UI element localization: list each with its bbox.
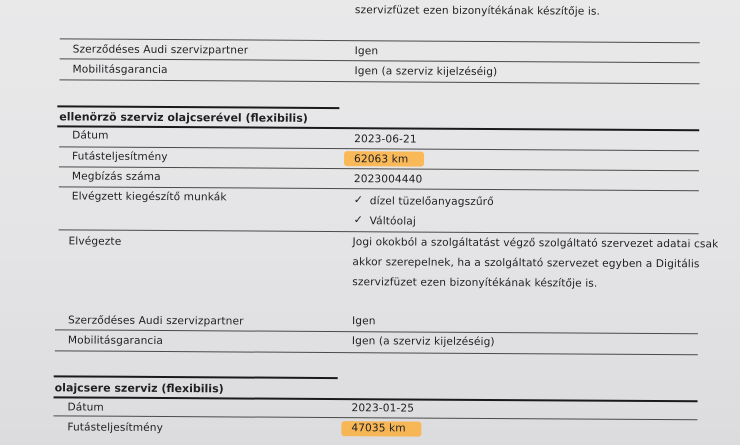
mobility-value: Igen (a szerviz kijelzéséig) [354, 65, 498, 79]
checkmark-icon: ✓ [353, 213, 363, 227]
date-value: 2023-01-25 [351, 402, 415, 415]
mobility-label: Mobilitásgarancia [67, 334, 164, 348]
partner-label: Szerződéses Audi szervizpartner [72, 43, 249, 57]
order-label: Megbízás száma [71, 170, 161, 183]
checkmark-icon: ✓ [353, 193, 364, 207]
done-by-line: szervizfüzet ezen bizonyítékának készítője is. [352, 276, 598, 290]
section-rule [57, 125, 699, 131]
row-divider [55, 329, 698, 334]
mobility-value: Igen (a szerviz kijelzéséig) [351, 335, 495, 349]
done-by-label: Elvégezte [68, 235, 122, 248]
order-value: 2023004440 [353, 173, 423, 186]
date-value: 2023-06-21 [354, 133, 417, 146]
mileage-label: Futásteljesítmény [67, 421, 164, 435]
mileage-label: Futásteljesítmény [72, 150, 168, 164]
date-label: Dátum [72, 129, 109, 142]
partner-value: Igen [352, 315, 376, 328]
section-heading-rule [54, 375, 338, 379]
done-by-line: akkor szerepelnek, ha a szolgáltató szervezet egyben a Digitális [352, 256, 700, 271]
row-divider [59, 229, 699, 234]
row-divider [55, 350, 698, 355]
row-divider [60, 38, 700, 43]
mobility-label: Mobilitásgarancia [72, 63, 168, 77]
row-divider [60, 58, 700, 63]
row-divider [53, 415, 697, 420]
top-continuation-text: szervizfüzet ezen bizonyítékának készítője is. [354, 4, 601, 18]
extra-work-item: dízel tüzelőanyagszűrő [369, 195, 494, 209]
partner-value: Igen [354, 45, 379, 58]
row-divider [60, 79, 700, 84]
section-heading-rule [57, 105, 339, 109]
mileage-value: 62063 km [353, 153, 409, 166]
section-title-oil-change: olajcsere szerviz (flexibilis) [54, 381, 224, 396]
extra-work-item: Váltóolaj [369, 215, 416, 228]
mileage-value: 47035 km [351, 422, 406, 435]
extra-work-label: Elvégzett kiegészítő munkák [71, 190, 227, 204]
done-by-line: Jogi okokból a szolgáltatást végző szolgáltató szervezet adatai csak [352, 236, 719, 251]
partner-label: Szerződéses Audi szervizpartner [68, 314, 244, 328]
date-label: Dátum [67, 401, 104, 414]
section-title-inspection: ellenörzö szerviz olajcserével (flexibilis) [59, 110, 308, 125]
